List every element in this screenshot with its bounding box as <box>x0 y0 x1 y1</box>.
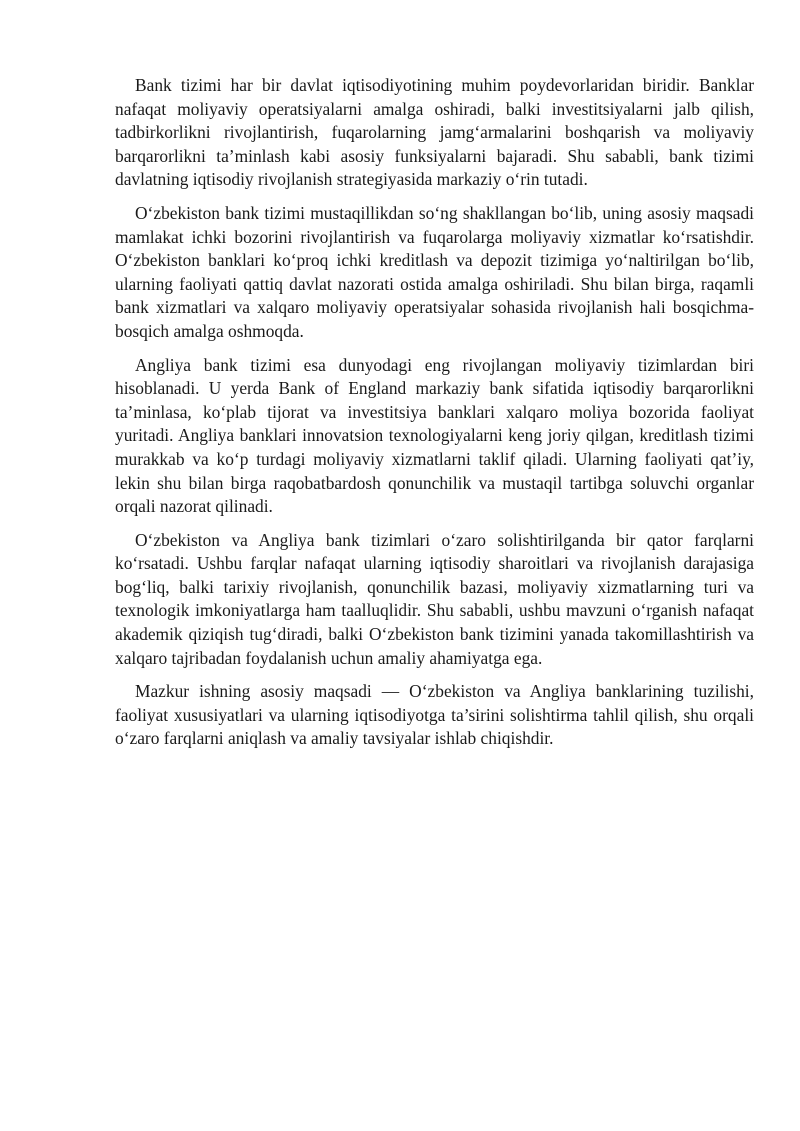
paragraph-aim: Mazkur ishning asosiy maqsadi — O‘zbekiston va Angliya banklarining tuzilishi, faoliyat xususiyatlari va ularning iqtisodiyotga ta’sirini solishtirma tahlil qilish, shu orqali o‘zaro farqlarni aniqlash va amaliy tavsiyalar ishlab chiqishdir. <box>115 681 754 749</box>
paragraph-intro: Bank tizimi har bir davlat iqtisodiyotining muhim poydevorlaridan biridir. Banklar nafaqat moliyaviy operatsiyalarni amalga oshiradi, balki investitsiyalarni jalb qilish, tadbirkorlikni rivojlantirish, fuqarolarning jamg‘armalarini boshqarish va moliyaviy barqarorlikni ta’minlash kabi asosiy funksiyalarni bajaradi. Shu sababli, bank tizimi davlatning iqtisodiy rivojlanish strategiyasida markaziy o‘rin tutadi. <box>115 75 754 190</box>
paragraph-uzbekistan: O‘zbekiston bank tizimi mustaqillikdan so‘ng shakllangan bo‘lib, uning asosiy maqsadi mamlakat ichki bozorini rivojlantirish va fuqarolarga moliyaviy xizmatlar ko‘rsatishdir. O‘zbekiston banklari ko‘proq ichki kreditlash va depozit tizimiga yo‘naltirilgan bo‘lib, ularning faoliyati qattiq davlat nazorati ostida amalga oshiriladi. Shu bilan birga, raqamli bank xizmatlari va xalqaro moliyaviy operatsiyalar sohasida rivojlanish hali bosqichma-bosqich amalga oshmoqda. <box>115 202 754 341</box>
paragraph-comparison: O‘zbekiston va Angliya bank tizimlari o‘zaro solishtirilganda bir qator farqlarni ko‘rsatadi. Ushbu farqlar nafaqat ularning iqtisodiy sharoitlari va rivojlanish darajasiga bog‘liq, balki tarixiy rivojlanish, qonunchilik bazasi, moliyaviy xizmatlarning turi va texnologik imkoniyatlarga ham taalluqlidir. Shu sababli, ushbu mavzuni o‘rganish nafaqat akademik qiziqish tug‘diradi, balki O‘zbekiston bank tizimini yanada takomillashtirish va xalqaro tajribadan foydalanish uchun amaliy ahamiyatga ega. <box>115 529 754 668</box>
document-body <box>115 74 754 761</box>
paragraph-england: Angliya bank tizimi esa dunyodagi eng rivojlangan moliyaviy tizimlardan biri hisoblanadi. U yerda Bank of England markaziy bank sifatida iqtisodiy barqarorlikni ta’minlasa, ko‘plab tijorat va investitsiya banklari xalqaro moliya bozorida faoliyat yuritadi. Angliya banklari innovatsion texnologiyalarni keng joriy qilgan, kreditlash tizimi murakkab va ko‘p turdagi moliyaviy xizmatlarni taklif qiladi. Ularning faoliyati qat’iy, lekin shu bilan birga raqobatbardosh qonunchilik va mustaqil tartibga soluvchi organlar orqali nazorat qilinadi. <box>115 354 754 517</box>
